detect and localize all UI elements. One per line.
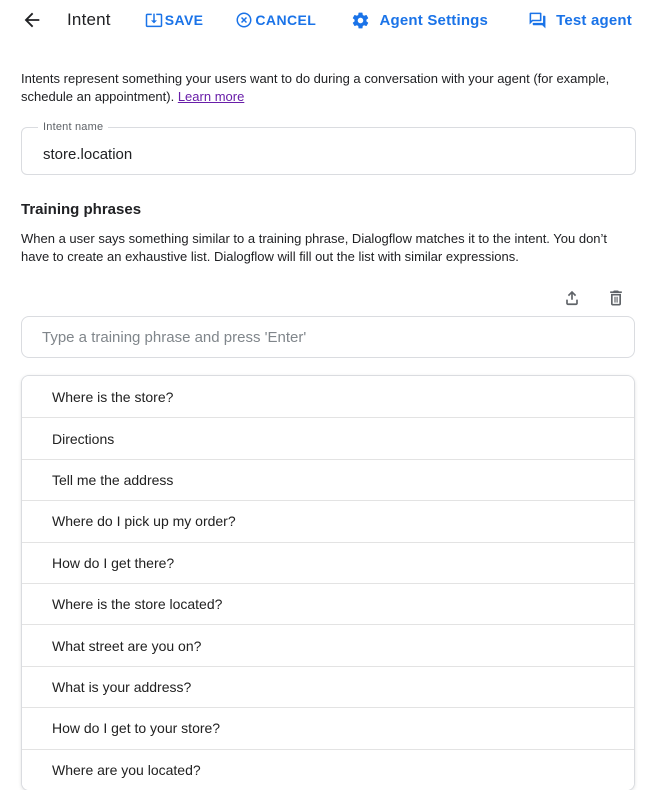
training-phrase-input[interactable] <box>21 316 635 358</box>
intent-name-input[interactable] <box>22 140 635 163</box>
test-agent-button[interactable] <box>528 11 632 30</box>
training-phrases-heading: Training phrases <box>21 201 142 218</box>
training-phrase-row[interactable]: Where is the store? <box>22 376 634 417</box>
cancel-icon <box>235 11 253 29</box>
intent-editor-content <box>0 70 657 790</box>
agent-settings-button[interactable] <box>351 11 488 30</box>
trash-icon[interactable] <box>606 288 626 308</box>
intent-description-text: Intents represent something your users want to do during a conversation with your agent (for example, schedule an appointment). <box>21 71 610 104</box>
training-phrases-description: When a user says something similar to a training phrase, Dialogflow matches it to the intent. You don’t have to create an exhaustive list. Dialogflow will fill out the list with similar expressions. <box>21 231 608 264</box>
test-agent-label: Test agent <box>556 11 632 29</box>
top-bar-right-group <box>351 11 632 30</box>
intent-name-label: Intent name <box>38 121 108 133</box>
training-phrase-row[interactable]: Where is the store located? <box>22 583 634 624</box>
intent-name-field[interactable] <box>21 121 636 175</box>
training-phrases-toolbar <box>21 288 636 308</box>
cancel-button-label: CANCEL <box>255 12 317 28</box>
learn-more-link[interactable]: Learn more <box>177 89 245 104</box>
training-phrase-row[interactable]: Tell me the address <box>22 459 634 500</box>
upload-icon[interactable] <box>562 288 582 308</box>
save-icon <box>145 11 163 29</box>
training-phrase-row[interactable]: What is your address? <box>22 666 634 707</box>
training-phrases-list <box>21 375 635 790</box>
save-button-label: SAVE <box>164 12 204 28</box>
training-phrase-row[interactable]: What street are you on? <box>22 624 634 665</box>
cancel-button[interactable] <box>235 11 316 29</box>
save-button[interactable] <box>145 11 204 29</box>
back-arrow-glyph <box>21 9 43 31</box>
top-bar <box>0 0 657 40</box>
agent-settings-label: Agent Settings <box>379 11 489 29</box>
chat-forum-icon <box>528 11 547 30</box>
training-phrase-row[interactable]: Where are you located? <box>22 749 634 790</box>
page-title: Intent <box>67 10 111 29</box>
gear-icon <box>351 11 370 30</box>
back-arrow-icon[interactable] <box>20 8 44 32</box>
training-phrase-row[interactable]: How do I get there? <box>22 542 634 583</box>
intent-description <box>21 70 621 106</box>
training-phrase-row[interactable]: Where do I pick up my order? <box>22 500 634 541</box>
training-phrase-row[interactable]: Directions <box>22 417 634 458</box>
training-phrase-row[interactable]: How do I get to your store? <box>22 707 634 748</box>
